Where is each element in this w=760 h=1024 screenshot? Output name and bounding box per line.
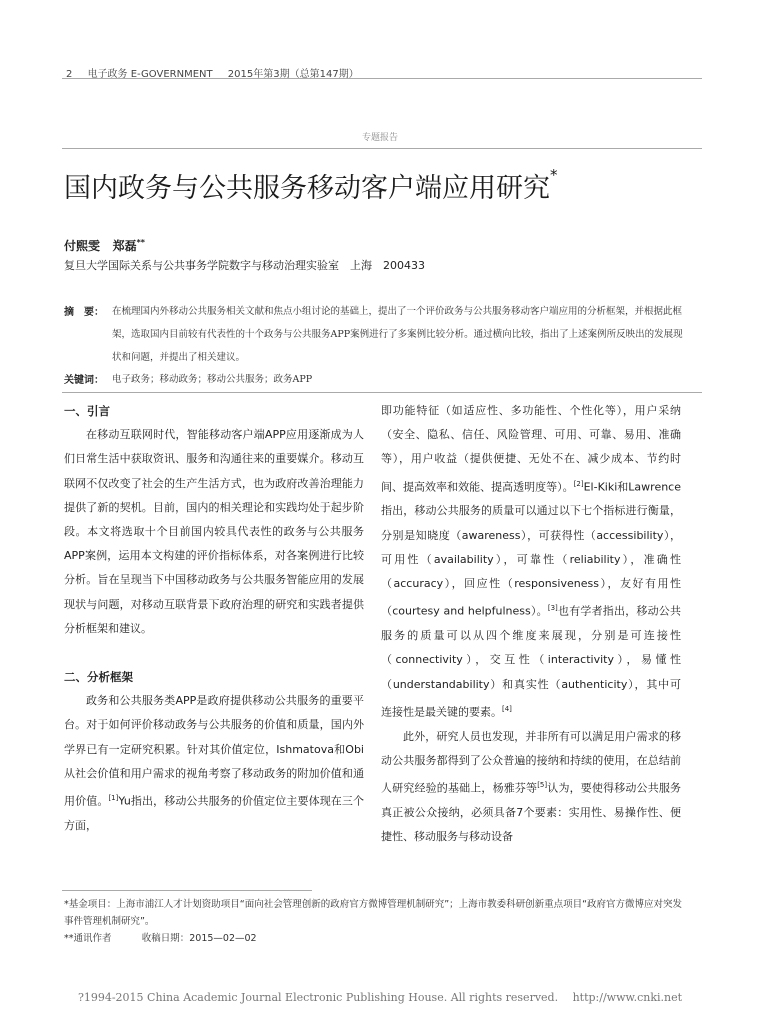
citation-4: [4] — [502, 704, 512, 713]
title-footnote-mark: * — [550, 166, 558, 184]
fund-text: 上海市浦江人才计划资助项目“面向社会管理创新的政府官方微博管理机制研究”；上海市教委科研创新重点项目“政府官方微博应对突发事件管理机制研究”。 — [64, 899, 683, 927]
section-rule — [62, 148, 702, 149]
keywords-text: 电子政务；移动政务；移动公共服务；政务APP — [112, 374, 313, 385]
right-column — [381, 399, 681, 849]
fund-footnote — [64, 896, 684, 930]
intro-paragraph: 在移动互联网时代，智能移动客户端APP应用逐渐成为人们日常生活中获取资讯、服务和沟通往来的重要媒介。移动互联网不仅改变了社会的生产生活方式，也为政府改善治理能力提供了新的契机。目前，国内的相关理论和实践均处于起步阶段。本文将选取十个目前国内较具代表性的政务与公共服务APP案例，运用本文构建的评价指标体系，对各案例进行比较分析。旨在呈现当下中国移动政务与公共服务智能应用的发展现状与问题，对移动互联背景下政府治理的研究和实践者提供分析框架和建议。 — [64, 428, 364, 635]
citation-3: [3] — [547, 604, 558, 613]
adoption-text-b: 认为，要使得移动公共服务真正被公众接纳，必须具备7个要素：实用性、易操作性、便捷性、移动服务与移动设备 — [381, 781, 682, 844]
author-line — [64, 237, 145, 254]
fund-label: *基金项目： — [64, 899, 117, 910]
quality-text-a: 即功能特征（如适应性、多功能性、个性化等），用户采纳（安全、隐私、信任、风险管理、可用、可靠、易用、准确等），用户收益（提供便捷、无处不在、减少成本、节约时间、提高效率和效能、提高透明度等）。 — [381, 404, 681, 494]
left-column — [64, 399, 364, 838]
framework-paragraph — [64, 689, 364, 838]
framework-text-a: 政务和公共服务类APP是政府提供移动公共服务的重要平台。对于如何评价移动政务与公共服务的价值和质量，国内外学界已有一定研究积累。针对其价值定位，Ishmatova和Obi从社会价值和用户需求的视角考察了移动政务的附加价值和通用价值。 — [64, 694, 364, 808]
quality-text-c: 也有学者指出，移动公共服务的质量可以从四个维度来展现，分别是可连接性（connectivity），交互性（interactivity），易懂性（understandability）和真实性（authenticity），其中可连接性是最关键的要素。 — [381, 604, 682, 719]
paper-title — [64, 166, 558, 205]
author-1: 付熙雯 — [64, 239, 101, 253]
section-tag: 专题报告 — [361, 133, 398, 143]
author-2: 郑磊 — [112, 239, 137, 253]
citation-5: [5] — [537, 781, 548, 790]
copyright-notice: ?1994-2015 China Academic Journal Electronic Publishing House. All rights reserved. http://www.cnki.net — [77, 991, 683, 1004]
corresponding-mark: ** — [136, 238, 145, 247]
adoption-paragraph — [381, 725, 681, 850]
issue-info: 2015年第3期（总第147期） — [227, 69, 359, 80]
abstract-rule — [62, 392, 702, 393]
heading-introduction: 一、引言 — [64, 404, 110, 418]
title-text: 国内政务与公共服务移动客户端应用研究 — [64, 173, 550, 204]
abstract-label: 摘 要： — [64, 307, 104, 318]
quality-paragraph — [381, 399, 681, 725]
header-rule — [62, 78, 702, 79]
corresponding-footnote — [64, 930, 684, 947]
affiliation: 复旦大学国际关系与公共事务学院数字与移动治理实验室 上海 200433 — [64, 259, 425, 272]
page-number: 2 — [66, 69, 73, 80]
footnotes — [64, 896, 684, 947]
abstract-text: 在梳理国内外移动公共服务相关文献和焦点小组讨论的基础上，提出了一个评价政务与公共服务移动客户端应用的分析框架，并根据此框架，选取国内目前较有代表性的十个政务与公共服务APP案例进行了多案例比较分析。通过横向比较，指出了上述案例所反映出的发展现状和问题，并提出了相关建议。 — [112, 306, 683, 363]
heading-framework: 二、分析框架 — [64, 670, 133, 685]
framework-text-b: Yu指出，移动公共服务的价值定位主要体现在三个方面， — [64, 794, 365, 832]
keywords-label: 关键词： — [64, 375, 104, 386]
corresponding-label: **通讯作者 — [64, 933, 112, 944]
journal-name: 电子政务 E-GOVERNMENT — [87, 69, 213, 80]
footnote-rule — [62, 890, 312, 891]
quality-text-b: El-Kiki和Lawrence指出，移动公共服务的质量可以通过以下七个指标进行衡量，分别是知晓度（awareness），可获得性（accessibility），可用性（availability），可靠性（reliability），准确性（accuracy），回应性（responsiveness），友好有用性（courtesy and helpfulness）。 — [381, 480, 682, 618]
citation-2: [2] — [573, 479, 584, 488]
citation-1: [1] — [108, 794, 119, 803]
adoption-text-a: 此外，研究人员也发现，并非所有可以满足用户需求的移动公共服务都得到了公众普遍的接纳和持续的使用，在总结前人研究经验的基础上，杨雅芬等 — [381, 729, 681, 795]
received-label: 收稿日期： — [141, 933, 190, 944]
received-date: 2015—02—02 — [189, 933, 257, 944]
